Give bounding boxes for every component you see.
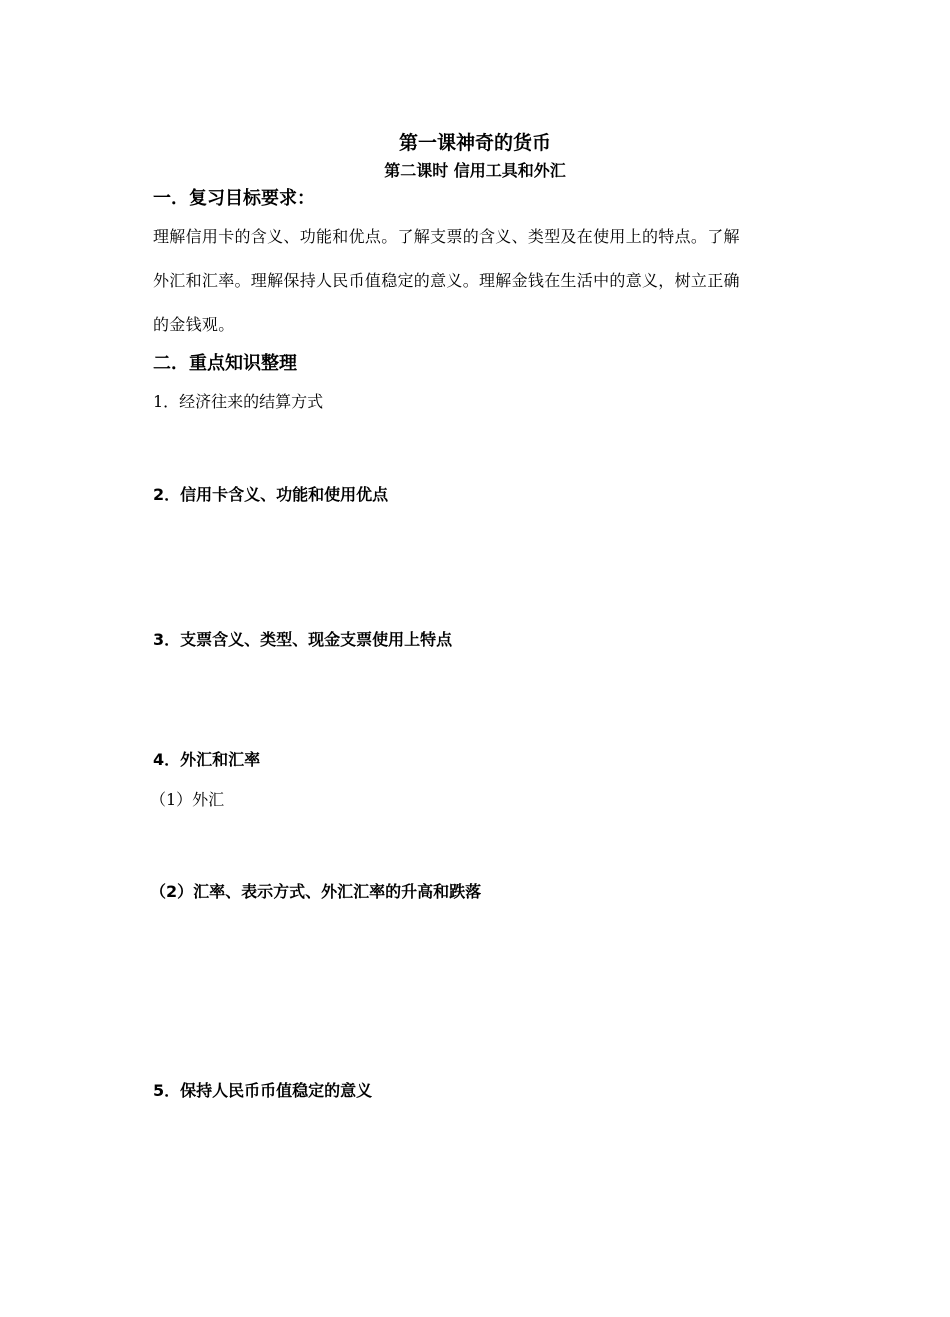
section1-line-2: 外汇和汇率。理解保持人民币值稳定的意义。理解金钱在生活中的意义，树立正确: [153, 271, 740, 290]
item-3-cheque: 3．支票含义、类型、现金支票使用上特点: [153, 630, 453, 649]
item-2-credit-card: 2．信用卡含义、功能和使用优点: [153, 485, 389, 504]
item-4-sub-1-foreign-exchange: （1）外汇: [150, 790, 225, 809]
section2-heading: 二．重点知识整理: [153, 353, 297, 374]
item-4-foreign-exchange: 4．外汇和汇率: [153, 750, 261, 769]
section1-line-3: 的金钱观。: [153, 315, 235, 334]
item-4-sub-2-exchange-rate: （2）汇率、表示方式、外汇汇率的升高和跌落: [150, 882, 482, 901]
item-5-rmb-stability: 5．保持人民币币值稳定的意义: [153, 1081, 373, 1100]
item-1-settlement-methods: 1．经济往来的结算方式: [153, 392, 324, 411]
section1-heading: 一．复习目标要求：: [153, 188, 315, 209]
section1-line-1: 理解信用卡的含义、功能和优点。了解支票的含义、类型及在使用上的特点。了解: [153, 227, 740, 246]
document-subtitle: 第二课时 信用工具和外汇: [384, 161, 566, 180]
document-title: 第一课神奇的货币: [398, 132, 551, 154]
